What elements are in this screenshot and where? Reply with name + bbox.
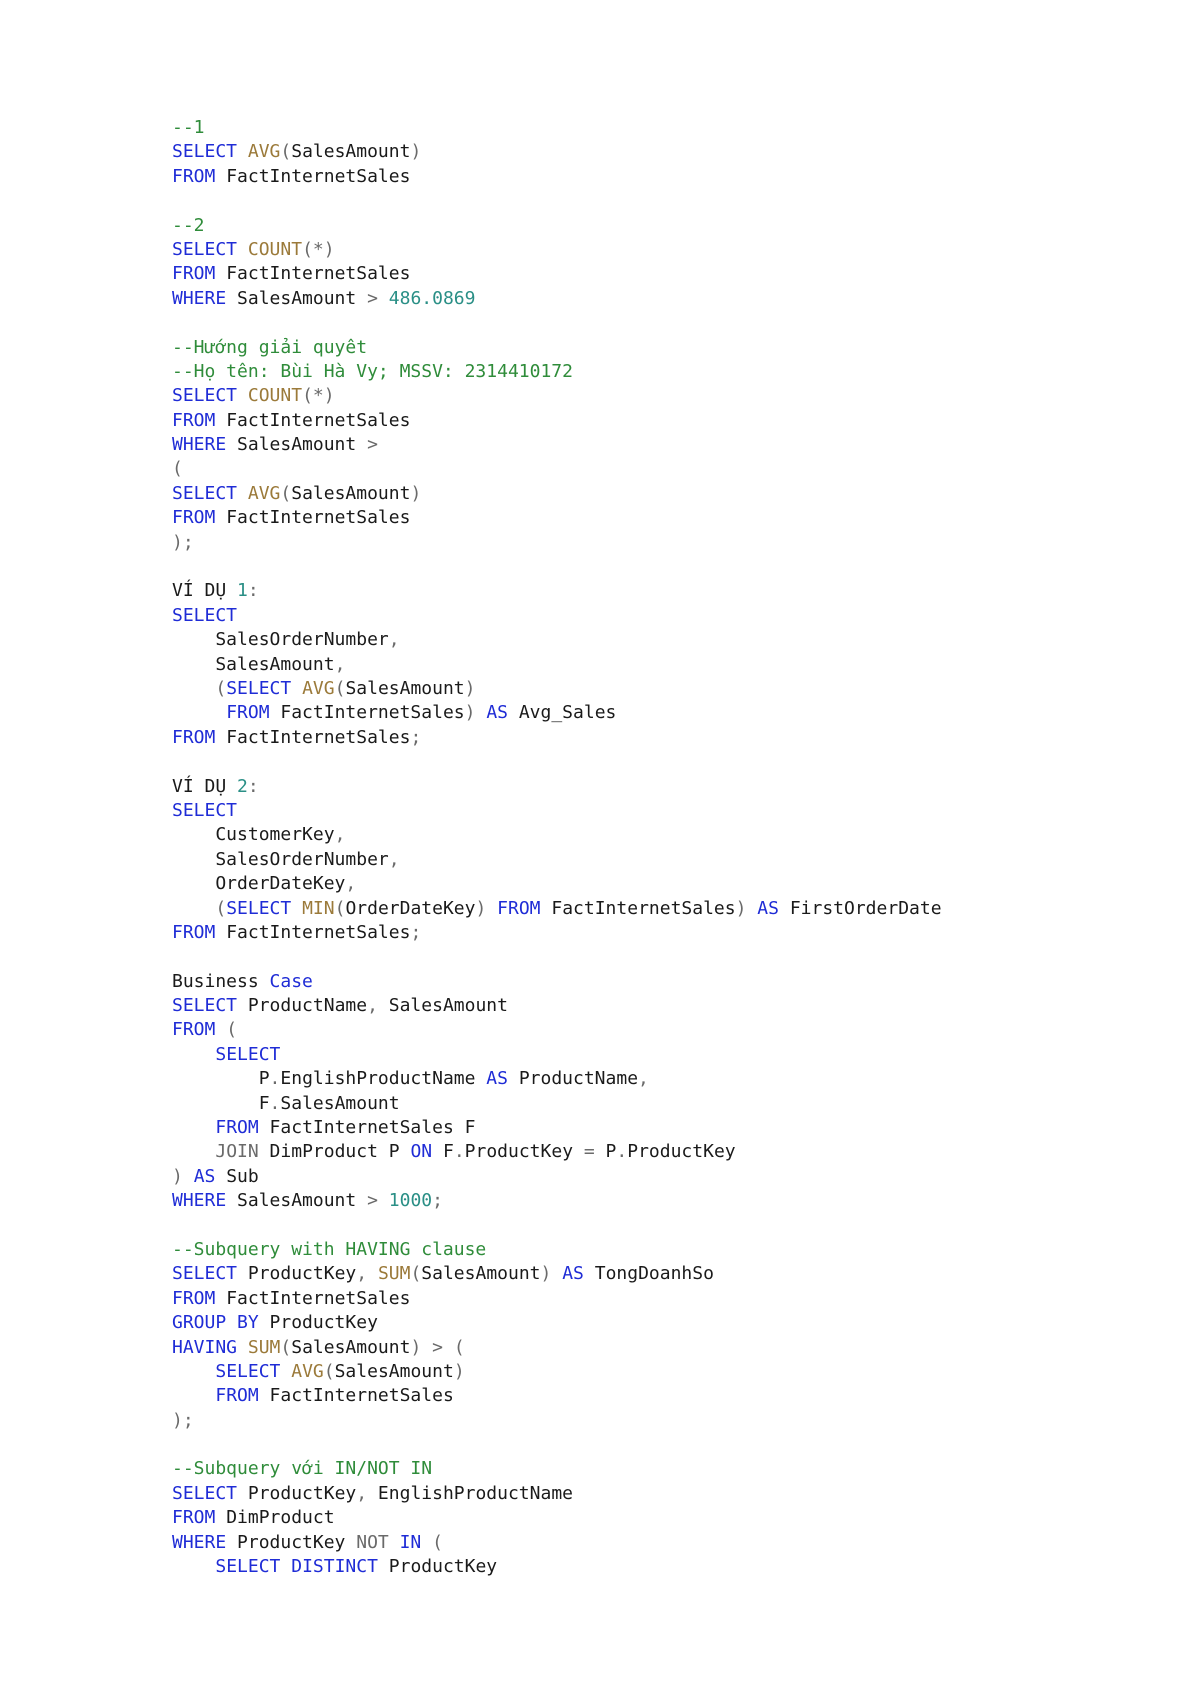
- sql-text: EnglishProductName: [367, 1482, 573, 1504]
- blank-line: [172, 1433, 942, 1457]
- code-line: [172, 775, 942, 799]
- sql-keyword: AS: [562, 1263, 584, 1285]
- sql-operator: (: [280, 482, 292, 504]
- code-line: [172, 409, 942, 433]
- code-line: [172, 1189, 942, 1213]
- sql-text: SalesAmount: [226, 287, 368, 309]
- sql-text: FactInternetSales: [540, 897, 736, 919]
- code-line: [172, 701, 942, 725]
- sql-number: 1: [237, 580, 248, 602]
- code-line: [172, 1336, 942, 1360]
- sql-text: ProductName: [237, 995, 368, 1017]
- sql-keyword: WHERE: [172, 1531, 227, 1553]
- blank-line: [172, 945, 942, 969]
- sql-operator: (: [280, 1336, 292, 1358]
- sql-text: F: [172, 1092, 270, 1114]
- sql-function: AVG: [247, 141, 281, 163]
- sql-text: [291, 898, 302, 919]
- sql-text: [237, 385, 248, 406]
- sql-keyword: DISTINCT: [291, 1556, 378, 1578]
- sql-operator: ;: [410, 726, 422, 748]
- sql-text: [172, 702, 226, 723]
- code-line: [172, 238, 942, 262]
- sql-operator: =: [583, 1141, 595, 1163]
- code-line: [172, 360, 942, 384]
- sql-operator: (: [172, 458, 183, 480]
- sql-keyword: FROM: [172, 263, 216, 285]
- sql-keyword: HAVING: [172, 1336, 238, 1358]
- sql-comment: --Subquery with HAVING clause: [172, 1238, 487, 1260]
- sql-text: FactInternetSales: [215, 726, 411, 748]
- sql-number: 1000: [388, 1190, 433, 1212]
- sql-text: TongDoanhSo: [583, 1263, 714, 1285]
- sql-keyword: FROM: [215, 1385, 259, 1407]
- sql-text: ProductKey: [377, 1556, 498, 1578]
- sql-text: VÍ DỤ: [172, 775, 238, 797]
- sql-operator: .: [616, 1141, 628, 1163]
- sql-text: DimProduct P: [258, 1141, 411, 1163]
- sql-keyword: SELECT: [215, 1043, 281, 1065]
- blank-line: [172, 189, 942, 213]
- sql-text: FactInternetSales: [258, 1385, 454, 1407]
- sql-operator: ): [410, 1336, 422, 1358]
- sql-operator: JOIN: [215, 1141, 259, 1163]
- sql-text: [172, 1361, 215, 1382]
- code-line: [172, 897, 942, 921]
- sql-keyword: FROM: [172, 726, 216, 748]
- sql-text: [172, 1117, 215, 1138]
- sql-text: F: [432, 1141, 454, 1163]
- sql-text: SalesAmount: [280, 1092, 400, 1114]
- code-line: [172, 1457, 942, 1481]
- sql-operator: (: [215, 897, 227, 919]
- sql-operator: );: [172, 1409, 194, 1431]
- code-line: [172, 799, 942, 823]
- code-line: [172, 1409, 942, 1433]
- sql-operator: (: [334, 897, 346, 919]
- sql-text: Business: [172, 970, 270, 992]
- sql-keyword: SELECT: [172, 238, 238, 260]
- code-line: [172, 848, 942, 872]
- sql-text: [378, 288, 389, 309]
- sql-text: [280, 1556, 291, 1577]
- sql-text: FactInternetSales: [215, 263, 411, 285]
- sql-keyword: SELECT: [215, 1360, 281, 1382]
- code-line: [172, 1287, 942, 1311]
- code-line: [172, 1262, 942, 1286]
- sql-text: FactInternetSales: [215, 409, 411, 431]
- code-line: [172, 726, 942, 750]
- sql-comment: --Subquery với IN/NOT IN: [172, 1458, 433, 1480]
- sql-text: SalesAmount: [291, 482, 411, 504]
- sql-operator: ,: [334, 824, 346, 846]
- sql-keyword: WHERE: [172, 287, 227, 309]
- sql-keyword: FROM: [172, 1019, 216, 1041]
- code-line: [172, 970, 942, 994]
- code-line: [172, 1067, 942, 1091]
- sql-operator: );: [172, 531, 194, 553]
- sql-text: EnglishProductName: [280, 1068, 487, 1090]
- sql-text: [172, 1385, 215, 1406]
- sql-function: COUNT: [247, 238, 303, 260]
- code-line: [172, 1311, 942, 1335]
- sql-keyword: FROM: [172, 1507, 216, 1529]
- sql-text: ProductKey: [464, 1141, 584, 1163]
- code-line: [172, 336, 942, 360]
- code-line: [172, 287, 942, 311]
- sql-text: [389, 1532, 400, 1553]
- sql-text: [475, 702, 486, 723]
- sql-keyword: AS: [486, 1068, 508, 1090]
- sql-function: SUM: [377, 1263, 411, 1285]
- sql-keyword: SELECT: [172, 482, 238, 504]
- sql-text: [183, 1166, 194, 1187]
- sql-text: ProductKey: [237, 1482, 357, 1504]
- sql-operator: ): [172, 1165, 183, 1187]
- sql-text: [486, 898, 497, 919]
- sql-text: ProductName: [507, 1068, 639, 1090]
- sql-text: [551, 1263, 562, 1284]
- sql-text: ProductKey: [258, 1312, 378, 1334]
- sql-operator: ,: [334, 653, 346, 675]
- sql-operator: ): [464, 702, 476, 724]
- code-line: [172, 1531, 942, 1555]
- sql-operator: ;: [432, 1190, 443, 1212]
- code-line: [172, 214, 942, 238]
- sql-keyword: FROM: [226, 702, 270, 724]
- code-line: [172, 1018, 942, 1042]
- sql-keyword: FROM: [172, 165, 216, 187]
- sql-text: FactInternetSales: [215, 1287, 411, 1309]
- sql-number: 2: [237, 775, 248, 797]
- code-line: [172, 994, 942, 1018]
- code-line: [172, 1092, 942, 1116]
- sql-text: VÍ DỤ: [172, 580, 238, 602]
- sql-comment: --Hướng giải quyêt: [172, 336, 368, 358]
- sql-operator: ): [735, 897, 747, 919]
- sql-keyword: WHERE: [172, 434, 227, 456]
- sql-number: 486.0869: [388, 287, 476, 309]
- sql-text: [172, 1556, 215, 1577]
- sql-function: AVG: [302, 677, 335, 699]
- sql-keyword: SELECT: [172, 604, 238, 626]
- sql-operator: >: [432, 1336, 443, 1358]
- sql-operator: >: [367, 287, 378, 309]
- sql-text: SalesOrderNumber: [172, 848, 389, 870]
- sql-operator: ,: [345, 873, 357, 895]
- sql-text: FactInternetSales: [215, 921, 411, 943]
- code-line: [172, 1116, 942, 1140]
- sql-operator: .: [269, 1092, 281, 1114]
- sql-keyword: FROM: [172, 921, 216, 943]
- sql-keyword: FROM: [215, 1117, 259, 1139]
- sql-keyword: ON: [410, 1141, 433, 1163]
- code-line: [172, 1238, 942, 1262]
- sql-operator: (*): [302, 238, 335, 260]
- sql-text: OrderDateKey: [345, 897, 476, 919]
- sql-operator: (: [323, 1360, 335, 1382]
- sql-text: SalesAmount: [421, 1263, 541, 1285]
- code-line: [172, 433, 942, 457]
- sql-keyword: AS: [757, 897, 779, 919]
- code-line: [172, 116, 942, 140]
- blank-line: [172, 311, 942, 335]
- sql-text: SalesAmount: [345, 677, 465, 699]
- code-line: [172, 1043, 942, 1067]
- sql-operator: (: [410, 1263, 422, 1285]
- code-line: [172, 384, 942, 408]
- code-line: [172, 457, 942, 481]
- sql-operator: (: [215, 677, 227, 699]
- code-line: [172, 1360, 942, 1384]
- sql-keyword: FROM: [172, 507, 216, 529]
- sql-operator: ): [410, 141, 422, 163]
- blank-line: [172, 750, 942, 774]
- code-line: [172, 531, 942, 555]
- code-line: [172, 1140, 942, 1164]
- sql-keyword: FROM: [172, 409, 216, 431]
- sql-text: [421, 1337, 432, 1358]
- sql-text: [237, 483, 248, 504]
- sql-keyword: SELECT: [226, 677, 292, 699]
- sql-operator: >: [367, 1190, 378, 1212]
- code-line: [172, 653, 942, 677]
- code-line: [172, 1555, 942, 1579]
- sql-keyword: IN: [399, 1531, 422, 1553]
- code-line: [172, 823, 942, 847]
- code-line: [172, 628, 942, 652]
- code-line: [172, 604, 942, 628]
- sql-function: MIN: [302, 897, 335, 919]
- sql-keyword: SELECT: [172, 995, 238, 1017]
- sql-operator: ): [475, 897, 487, 919]
- code-line: [172, 1384, 942, 1408]
- sql-keyword: AS: [486, 702, 508, 724]
- sql-text: [378, 1190, 389, 1211]
- sql-operator: (: [226, 1019, 238, 1041]
- sql-operator: (: [280, 141, 292, 163]
- sql-text: [421, 1532, 432, 1553]
- sql-text: Sub: [215, 1165, 259, 1187]
- sql-operator: ,: [388, 848, 400, 870]
- sql-text: ProductKey: [237, 1263, 357, 1285]
- sql-text: SalesAmount: [291, 1336, 411, 1358]
- sql-text: ProductKey: [226, 1531, 357, 1553]
- sql-operator: .: [269, 1068, 281, 1090]
- sql-operator: ): [540, 1263, 552, 1285]
- sql-text: FactInternetSales: [215, 507, 411, 529]
- sql-operator: ,: [367, 995, 378, 1017]
- sql-keyword: FROM: [497, 897, 541, 919]
- sql-keyword: SELECT: [215, 1556, 281, 1578]
- sql-text: OrderDateKey: [172, 873, 346, 895]
- sql-text: [237, 1337, 248, 1358]
- sql-text: DimProduct: [215, 1507, 335, 1529]
- sql-operator: (: [432, 1531, 443, 1553]
- sql-keyword: WHERE: [172, 1190, 227, 1212]
- sql-keyword: SELECT: [172, 799, 238, 821]
- sql-text: ProductKey: [627, 1141, 736, 1163]
- sql-keyword: FROM: [172, 1287, 216, 1309]
- sql-text: [443, 1337, 454, 1358]
- sql-operator: ): [410, 482, 422, 504]
- sql-text: [367, 1263, 378, 1284]
- sql-text: FactInternetSales F: [258, 1117, 476, 1139]
- sql-text: SalesOrderNumber: [172, 629, 389, 651]
- sql-keyword: SELECT: [172, 1482, 238, 1504]
- code-line: [172, 1482, 942, 1506]
- sql-keyword: AS: [193, 1165, 216, 1187]
- sql-operator: :: [247, 775, 259, 797]
- sql-operator: ;: [410, 921, 422, 943]
- sql-text: [172, 1141, 215, 1162]
- sql-text: SalesAmount: [226, 434, 368, 456]
- code-line: [172, 872, 942, 896]
- code-line: [172, 1506, 942, 1530]
- sql-operator: ): [464, 677, 476, 699]
- sql-operator: .: [453, 1141, 465, 1163]
- sql-text: SalesAmount: [377, 995, 508, 1017]
- sql-comment: --Họ tên: Bùi Hà Vy; MSSV: 2314410172: [172, 360, 573, 382]
- sql-text: [280, 1361, 291, 1382]
- sql-operator: ,: [356, 1482, 368, 1504]
- sql-operator: (: [334, 677, 346, 699]
- sql-operator: ,: [388, 629, 400, 651]
- sql-comment: --2: [172, 214, 205, 236]
- sql-operator: :: [247, 580, 259, 602]
- sql-text: FactInternetSales: [269, 702, 465, 724]
- sql-keyword: GROUP BY: [172, 1312, 259, 1334]
- sql-keyword: SELECT: [172, 1263, 238, 1285]
- blank-line: [172, 555, 942, 579]
- sql-text: P: [172, 1068, 270, 1090]
- sql-function: AVG: [291, 1360, 324, 1382]
- code-line: [172, 140, 942, 164]
- code-line: [172, 1165, 942, 1189]
- sql-text: SalesAmount: [172, 653, 335, 675]
- sql-text: [237, 141, 248, 162]
- sql-function: SUM: [247, 1336, 281, 1358]
- sql-text: SalesAmount: [334, 1360, 454, 1382]
- sql-keyword: SELECT: [172, 385, 238, 407]
- sql-keyword: Case: [269, 970, 313, 992]
- sql-text: SalesAmount: [291, 141, 411, 163]
- sql-text: [172, 898, 215, 919]
- sql-operator: (*): [302, 385, 335, 407]
- sql-text: [746, 898, 757, 919]
- code-line: [172, 506, 942, 530]
- sql-text: Avg_Sales: [508, 702, 617, 724]
- sql-keyword: SELECT: [226, 897, 292, 919]
- code-line: [172, 482, 942, 506]
- code-line: [172, 262, 942, 286]
- sql-operator: NOT: [356, 1531, 389, 1553]
- sql-code-block: [172, 116, 942, 1579]
- sql-operator: ): [453, 1360, 465, 1382]
- code-line: [172, 165, 942, 189]
- code-line: [172, 677, 942, 701]
- sql-text: [215, 1019, 226, 1040]
- sql-text: [172, 678, 215, 699]
- sql-text: FactInternetSales: [215, 165, 411, 187]
- sql-comment: --1: [172, 117, 205, 138]
- sql-text: CustomerKey: [172, 824, 335, 846]
- sql-text: [291, 678, 302, 699]
- sql-operator: >: [367, 434, 378, 456]
- sql-operator: ,: [356, 1263, 368, 1285]
- sql-text: FirstOrderDate: [778, 897, 942, 919]
- sql-keyword: SELECT: [172, 141, 238, 163]
- sql-text: [172, 1044, 215, 1065]
- sql-text: [237, 239, 248, 260]
- sql-text: SalesAmount: [226, 1190, 368, 1212]
- code-line: [172, 579, 942, 603]
- sql-function: AVG: [247, 482, 281, 504]
- sql-operator: (: [453, 1336, 465, 1358]
- code-line: [172, 921, 942, 945]
- sql-function: COUNT: [247, 385, 303, 407]
- blank-line: [172, 1214, 942, 1238]
- sql-text: P: [594, 1141, 617, 1163]
- sql-operator: ,: [638, 1068, 649, 1090]
